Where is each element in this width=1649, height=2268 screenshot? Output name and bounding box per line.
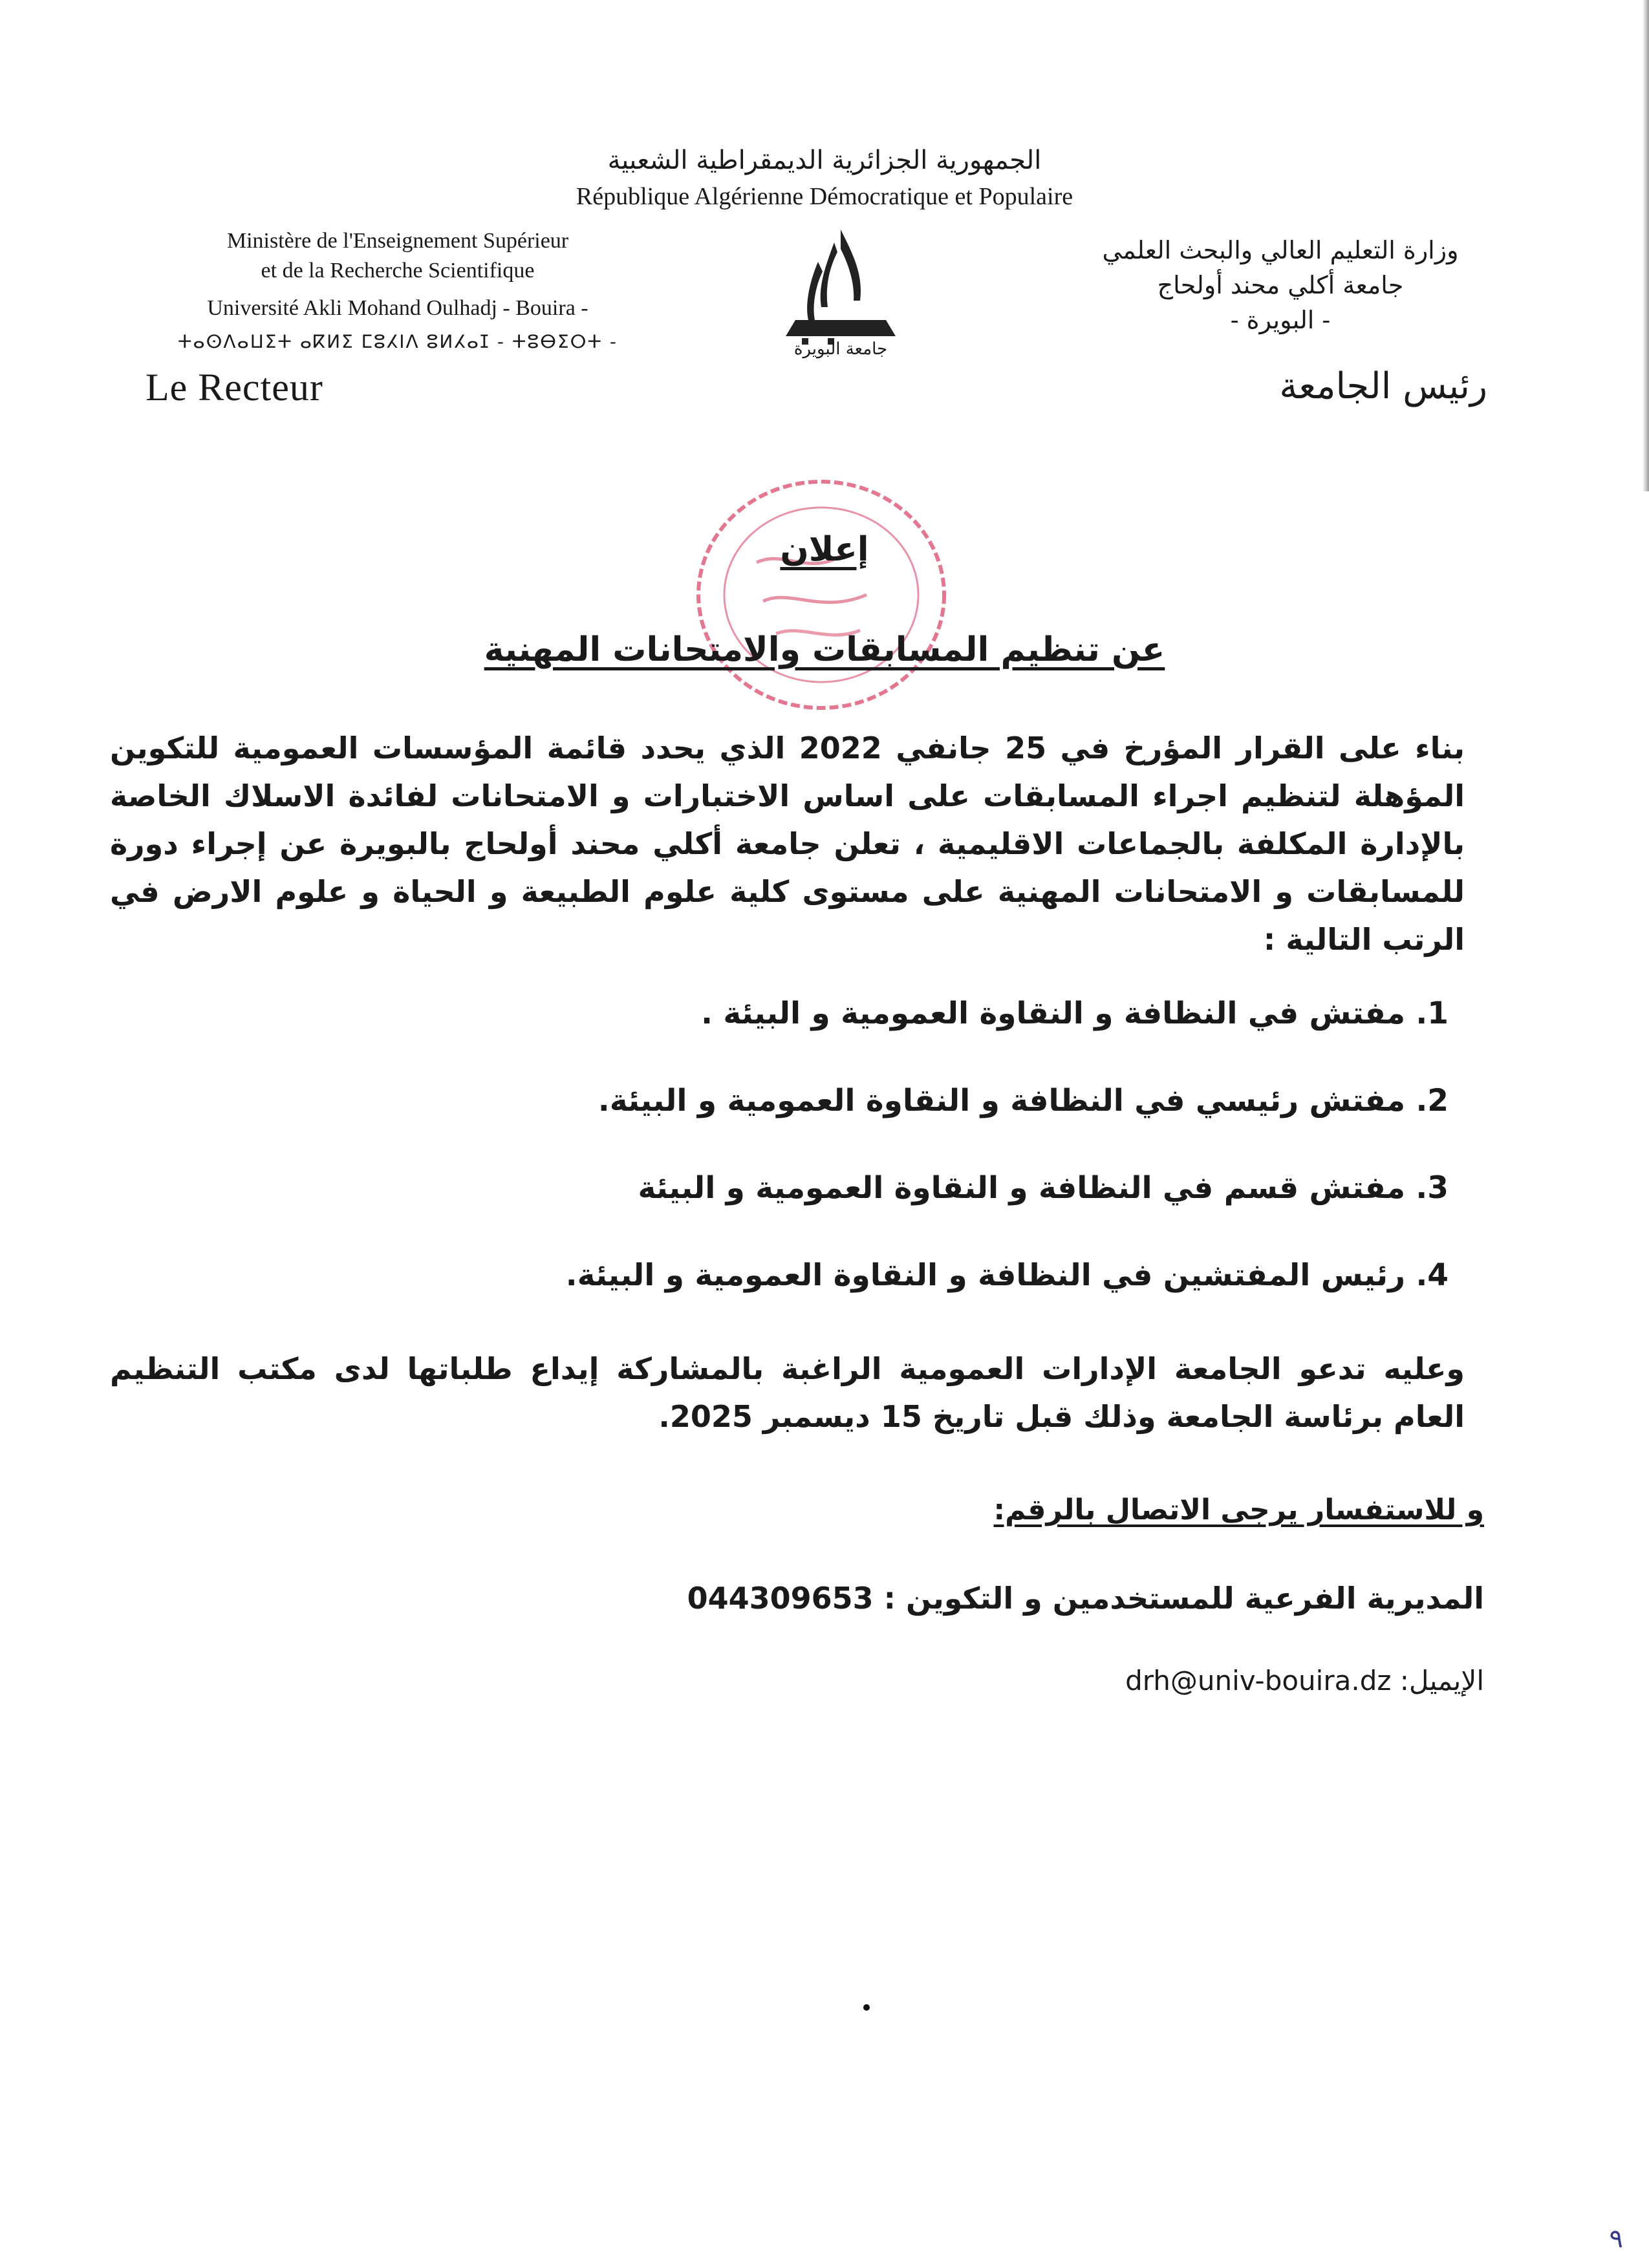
rank-item: 3. مفتش قسم في النظافة و النقاوة العمومية و البيئة (638, 1170, 1449, 1206)
rector-title-ar: رئيس الجامعة (1279, 365, 1487, 407)
city-ar: - البويرة - (1230, 306, 1331, 334)
ministry-block-fr (139, 226, 656, 357)
announcement-subtitle (0, 630, 1649, 669)
republic-fr: République Algérienne Démocratique et Populaire (576, 183, 1073, 210)
ministry-fr-line2: et de la Recherche Scientifique (261, 259, 535, 283)
contact-heading: و للاستفسار يرجى الاتصال بالرقم: (993, 1493, 1484, 1526)
announcement-title (0, 530, 1649, 569)
ink-dot (863, 2004, 870, 2011)
university-fr: Université Akli Mohand Oulhadj - Bouira - (207, 296, 588, 320)
republic-ar: الجمهورية الجزائرية الديمقراطية الشعبية (607, 145, 1042, 175)
page-mark: ٩ (1609, 2224, 1623, 2254)
scan-edge (1643, 0, 1649, 491)
rank-item: 2. مفتش رئيسي في النظافة و النقاوة العمومية و البيئة. (598, 1083, 1449, 1118)
rank-item: 4. رئيس المفتشين في النظافة و النقاوة العمومية و البيئة. (565, 1257, 1449, 1293)
rector-title-fr: Le Recteur (146, 366, 323, 409)
intro-paragraph: بناء على القرار المؤرخ في 25 جانفي 2022 الذي يحدد قائمة المؤسسات العمومية للتكوين المؤهلة لتنظيم اجراء المسابقات على اساس الاختبارات و الامتحانات لفائدة الاسلاك الخاصة بالإدارة المكلفة بالجماعات الاقليمية ، تعلن جامعة أكلي محند أولحاج بالبويرة عن إجراء دورة للمسابقات و الامتحانات المهنية على مستوى كلية علوم الطبيعة و الحياة و علوم الارض في الرتب التالية : (110, 731, 1465, 957)
university-ar: جامعة أكلي محند أولحاج (1157, 271, 1404, 299)
ministry-ar: وزارة التعليم العالي والبحث العلمي (1102, 236, 1459, 264)
official-stamp (673, 465, 957, 724)
ministry-block-ar (1054, 233, 1507, 337)
rank-item: 1. مفتش في النظافة و النقاوة العمومية و البيئة . (701, 996, 1449, 1031)
logo-caption: جامعة البويرة (793, 339, 888, 359)
university-tifinagh: ⵜⴰⵙⴷⴰⵡⵉⵜ ⴰⴽⵍⵉ ⵎⵓⵃⵏⴷ ⵓⵍⵃⴰⵊ - ⵜⵓⴱⵉⵔⵜ - (177, 331, 618, 352)
email-line (1125, 1665, 1484, 1696)
ministry-fr-line1: Ministère de l'Enseignement Supérieur (226, 229, 569, 253)
directorate-contact: المديرية الفرعية للمستخدمين و التكوين : 044309653 (687, 1581, 1484, 1616)
email-address: drh@univ-bouira.dz (1125, 1665, 1392, 1696)
announcement-subtitle-text: عن تنظيم المسابقات والامتحانات المهنية (484, 630, 1165, 669)
announcement-title-text: إعلان (780, 530, 869, 569)
invitation-paragraph: وعليه تدعو الجامعة الإدارات العمومية الراغبة بالمشاركة إيداع طلباتها لدى مكتب التنظيم العام برئاسة الجامعة وذلك قبل تاريخ 15 ديسمبر 2025. (110, 1351, 1465, 1434)
email-label: الإيميل: (1399, 1665, 1484, 1696)
